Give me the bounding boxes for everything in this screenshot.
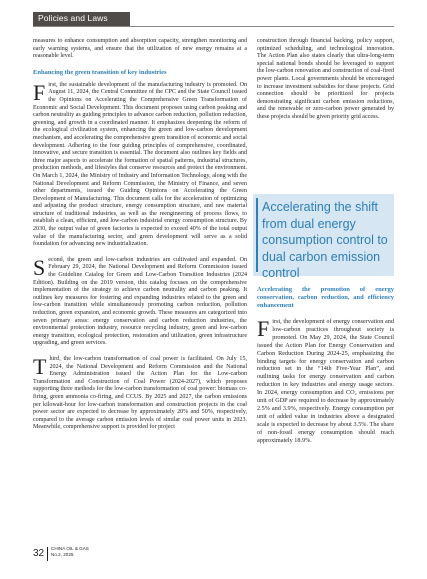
pullquote-text: Accelerating the shift from dual energy consumption control to dual carbon emission control bbox=[262, 200, 388, 280]
paragraph-third bbox=[33, 353, 247, 432]
publication-name: CHINA OIL & GAS bbox=[51, 546, 89, 551]
issue-number: No.2, 2025 bbox=[51, 552, 74, 557]
right-column bbox=[257, 38, 394, 122]
paragraph-text: irst, the development of energy conservation and low-carbon practices throughout society is promoted. On May 29, 2024, the State Council issued the Action Plan for Energy Conservation and Carbon Reduction During 2024-25, emphasizing the binding targets for energy conservation and carbon reduction set in the “14th Five-Year Plan”, and outlining tasks for energy conservation and carbon reduction in key industries and energy usage sectors. In 2024, energy consumption and CO₂ emissions per unit of GDP are required to decrease by approximately 2.5% and 3.9%, respectively. Energy consumption per unit of added value in industries above a designated scale is expected to decrease by about 3.5%. The share of non-fossil energy consumption should reach approximately 18.9%. bbox=[257, 318, 394, 444]
paragraph-text: econd, the green and low-carbon industries are cultivated and expanded. On February 29, 2024, the National Development and Reform Commission issued the Guideline Catalog for Green and Low-Carbon Transition Industries (2024 Edition). Building on the 2019 version, this catalog focuses on the comprehensive implementation of the strategy to achieve carbon neutrality and carbon peaking. It outlines key measures for fostering and expanding industries related to the green and low-carbon transition while simultaneously promoting carbon reduction, pollution reduction, green expansion, and economic growth. These measures are categorized into seven primary areas: energy conservation and carbon reduction industries, the environmental protection industry, resource recycling industry, green and low-carbon energy transition, ecological protection, restoration and utilization, green infrastructure upgrading, and green services. bbox=[33, 256, 247, 347]
intro-paragraph: measures to enhance consumption and absorption capacity, strengthen monitoring and early warning systems, and ensure that the utilization of new energy remains at a reasonable level. bbox=[33, 38, 247, 60]
dropcap: S bbox=[33, 254, 46, 280]
right-top-paragraph: construction through financial backing, policy support, optimized scheduling, and technological innovation. The Action Plan also states clearly that ultra-long-term special national bonds should be leveraged to support the low-carbon renovation and construction of coal-fired power plants. Local governments should be encouraged to increase investment subsidies for these projects. Grid connection should be prioritized for projects demonstrating significant carbon emission reductions, and the renewable or zero-carbon power generated by these projects should be given priority grid access. bbox=[257, 38, 395, 120]
pullquote-bar bbox=[256, 198, 258, 272]
footer bbox=[33, 545, 153, 565]
header-rule bbox=[33, 26, 394, 27]
right-paragraph bbox=[257, 318, 394, 445]
publication-info bbox=[51, 546, 89, 558]
paragraph-text: irst, the sustainable development of the manufacturing industry is promoted. On August 11, 2024, the Central Committee of the CPC and the State Council issued the Opinions on Accelerating the Comprehensive Green Transformation of Economic and Social Development. This document proposes using carbon peaking and carbon neutrality as guiding principles to advance carbon reduction, pollution reduction, greening, and growth in a coordinated manner. It emphasizes deepening the reform of the ecological civilization system, enhancing the green and low-carbon development mechanism, and accelerating the comprehensive green transition of economic and social development. Adhering to the four guiding principles of comprehensive, coordinated, innovative, and secure transition is essential. The document also outlines key fields and three major aspects to accelerate the formation of spatial patterns, industrial structures, production methods, and lifestyles that conserve resources and protect the environment. On March 1, 2024, the Ministry of Industry and Information Technology, along with the National Development and Reform Commission, the Ministry of Finance, and seven other departments, issued the Guiding Opinions on Accelerating the Green Development of Manufacturing. This document calls for the acceleration of optimizing and adjusting the product structure, energy consumption structure, and raw material structure of traditional industries, as well as the reengineering of process flows, to establish a clean, efficient, and low-carbon industrial energy consumption structure. By 2030, the output value of green factories is expected to exceed 40% of the total output value of the manufacturing sector, and green development will serve as a solid foundation for advancing new industrialization. bbox=[33, 81, 247, 248]
section-subhead: Enhancing the green transition of key industries bbox=[33, 68, 167, 76]
dropcap: T bbox=[33, 353, 47, 379]
section-label: Policies and Laws bbox=[38, 13, 108, 23]
right-column-lower bbox=[257, 286, 394, 445]
right-subhead: Accelerating the promotion of energy conservation, carbon reduction, and efficiency enhancement bbox=[257, 286, 394, 309]
paragraph-first bbox=[33, 79, 247, 249]
footer-divider bbox=[47, 547, 48, 561]
header bbox=[0, 0, 427, 34]
section-tab bbox=[33, 12, 130, 26]
dropcap: F bbox=[257, 316, 270, 341]
paragraph-text: hird, the low-carbon transformation of coal power is facilitated. On July 15, 2024, the National Development and Reform Commission and the National Energy Administration issued the Action Plan for the Low-carbon Transformation and Construction of Coal Power (2024-2027), which proposes supporting three methods for the low-carbon transformation of coal power: biomass co-firing, green ammonia co-firing, and CCUS. By 2025 and 2027, the carbon emissions per kilowatt-hour for low-carbon transformation and construction projects in the coal power sector are expected to decrease by approximately 20% and 50%, respectively, compared to the average carbon emission levels of similar coal power units in 2023. Meanwhile, comprehensive support is provided for project bbox=[33, 355, 247, 431]
dropcap: F bbox=[33, 79, 46, 105]
paragraph-second bbox=[33, 254, 247, 348]
page-number: 32 bbox=[33, 548, 45, 559]
left-column bbox=[33, 38, 247, 432]
